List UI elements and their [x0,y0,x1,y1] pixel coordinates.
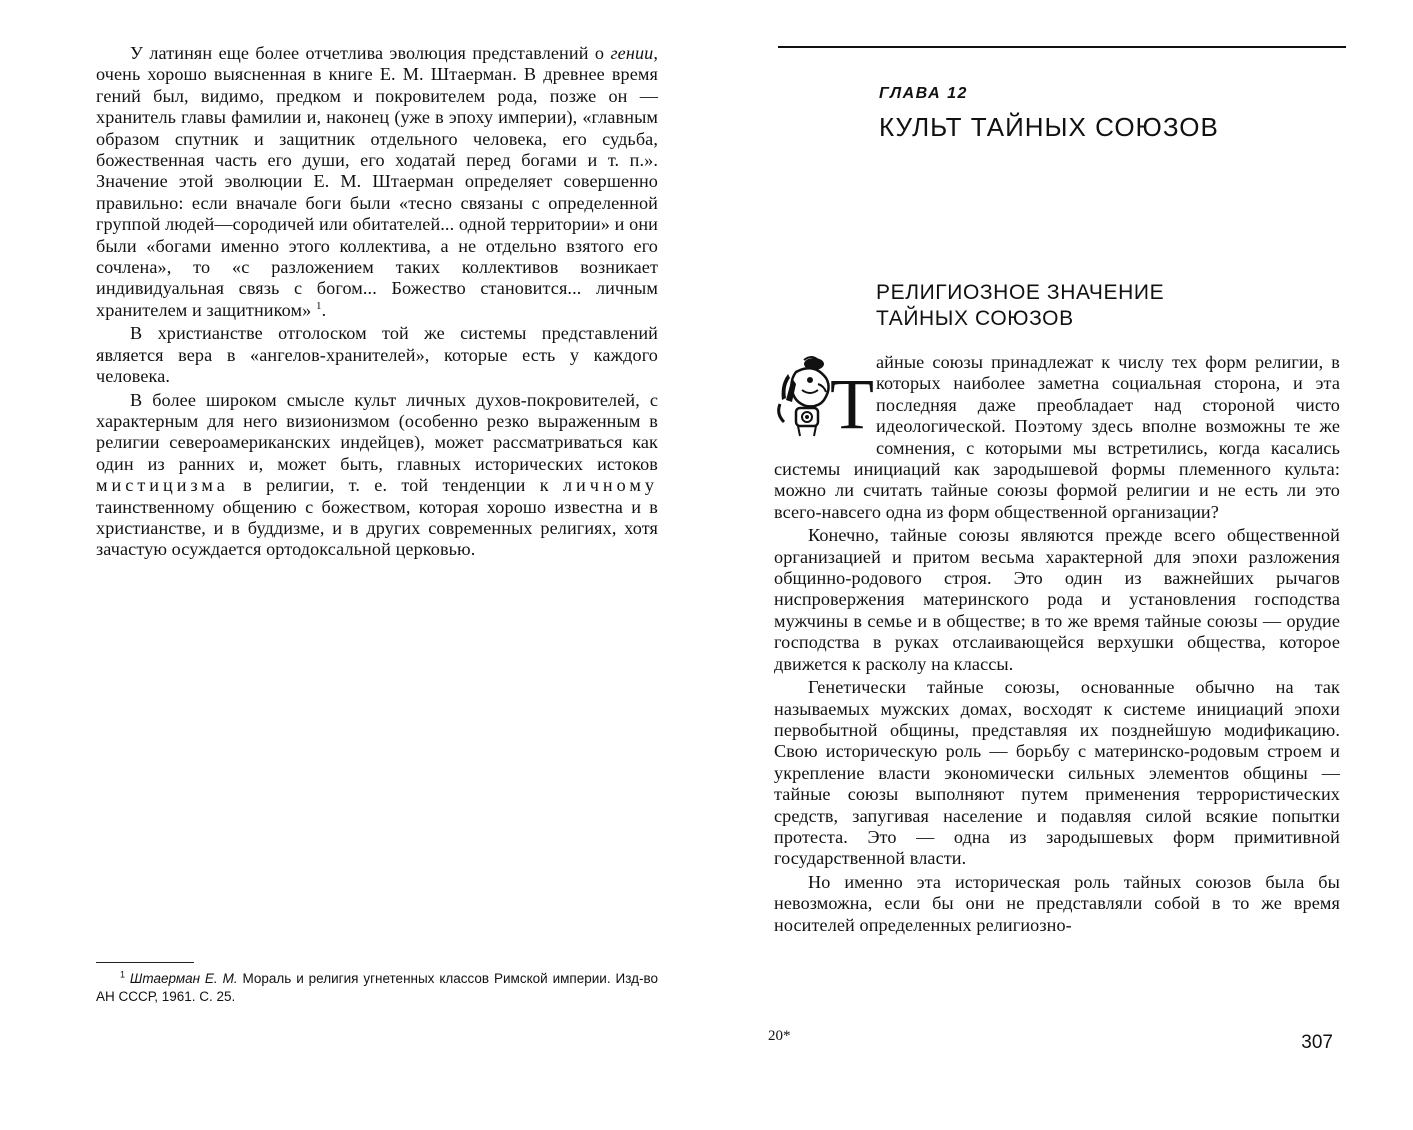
dropcap [774,354,875,444]
paragraph: Конечно, тайные союзы являются прежде всего общественной организацией и притом весьма характерной для эпохи разложения общинно-родового строя. Это один из важнейших рычагов ниспровержения материнского рода и установления господства мужчины в семье и в обществе; в то же время тайные союзы — орудие господства в руках отслаивающейся верхушки общества, которое движется к расколу на классы. [774,525,1340,674]
paragraph: Генетически тайные союзы, основанные обычно на так называемых мужских домах, восходят к системе инициаций эпохи первобытной общины, представляя их позднейшую модификацию. Свою историческую роль — борьбу с материнско-родовым строем и укрепление власти экономически сильных элементов общины — тайные союзы выполняют путем применения террористических средств, запугивая население и подавляя силой всякие попытки протеста. Это — одна из зародышевых форм примитивной государственной власти. [774,677,1340,869]
paragraph: У латинян еще более отчетлива эволюция представлений о гении, очень хорошо выясненная в книге Е. М. Штаерман. В древнее время гений был, видимо, предком и покровителем рода, позже он — хранитель главы фамилии и, наконец (уже в эпоху империи), «главным образом спутник и защитник отдельного человека, его судьба, божественная часть его души, его ходатай перед богами и т. п.». Значение этой эволюции Е. М. Штаерман определяет совершенно правильно: если вначале боги были «тесно связаны с определенной группой людей—сородичей или обитателей... одной территории» и они были «богами именно этого коллектива, а не отдельно взятого его сочлена», то «с разложением таких коллективов возникает индивидуальная связь с богом... Божество становится... личным хранителем и защитником» $^1$. [96,43,658,320]
footnote-reference[interactable]: 1 [315,299,322,312]
chapter-title: КУЛЬТ ТАЙНЫХ СОЮЗОВ [879,112,1219,142]
footnote [96,970,658,1006]
dropcap-letter: Т [830,364,875,444]
section-title: РЕЛИГИОЗНОЕ ЗНАЧЕНИЕ ТАЙНЫХ СОЮЗОВ [876,281,1165,330]
signature-mark: 20* [768,1028,791,1044]
footnote-text: Мораль и религия угнетенных классов Римской империи. Изд-во АН СССР, 1961. С. 25. [96,971,658,1004]
paragraph: Но именно эта историческая роль тайных союзов была бы невозможна, если бы они не представляли собой в то же время носителей определенных религиозно- [774,871,1340,935]
footnote-mark: 1 [120,969,126,980]
paragraph: Т айные союзы принадлежат к числу тех форм религии, в которых наиболее заметна социальная сторона, и эта последняя даже преобладает над стороной чисто идеологической. Поэтому здесь вполне возможны те же сомнения, с которыми мы встретились, когда касались системы инициаций как зародышевой формы племенного культа: можно ли считать тайные союзы формой религии и не есть ли это всего-навсего одна из форм общественной организации? [774,352,1340,522]
page-number: 307 [1301,1032,1333,1053]
left-page-body [96,43,658,561]
italic-term: гении, [610,43,658,63]
chapter-label: ГЛАВА 12 [879,85,968,102]
footnote-author: Штаерман Е. М. [129,971,238,986]
emphasized-term: мистицизма [96,475,229,496]
right-page-body [774,352,1340,936]
left-page [0,0,706,1130]
paragraph: В христианстве отголоском той же системы представлений является вера в «ангелов-хранителей», которые есть у каждого человека. [96,323,658,387]
right-page [706,0,1413,1130]
footnote-divider [96,962,194,963]
chapter-top-rule [778,46,1346,48]
emphasized-term: личному [562,475,658,496]
paragraph: В более широком смысле культ личных духов-покровителей, с характерным для него визионизмом (особенно резко выраженным в религии североамериканских индейцев), может рассматриваться как один из ранних и, может быть, главных исторических истоков мистицизма в религии, т. е. той тенденции к личному таинственному общению с божеством, которая хорошо известна и в христианстве, и в буддизме, и в других современных религиях, хотя зачастую осуждается ортодоксальной церковью. [96,389,658,560]
